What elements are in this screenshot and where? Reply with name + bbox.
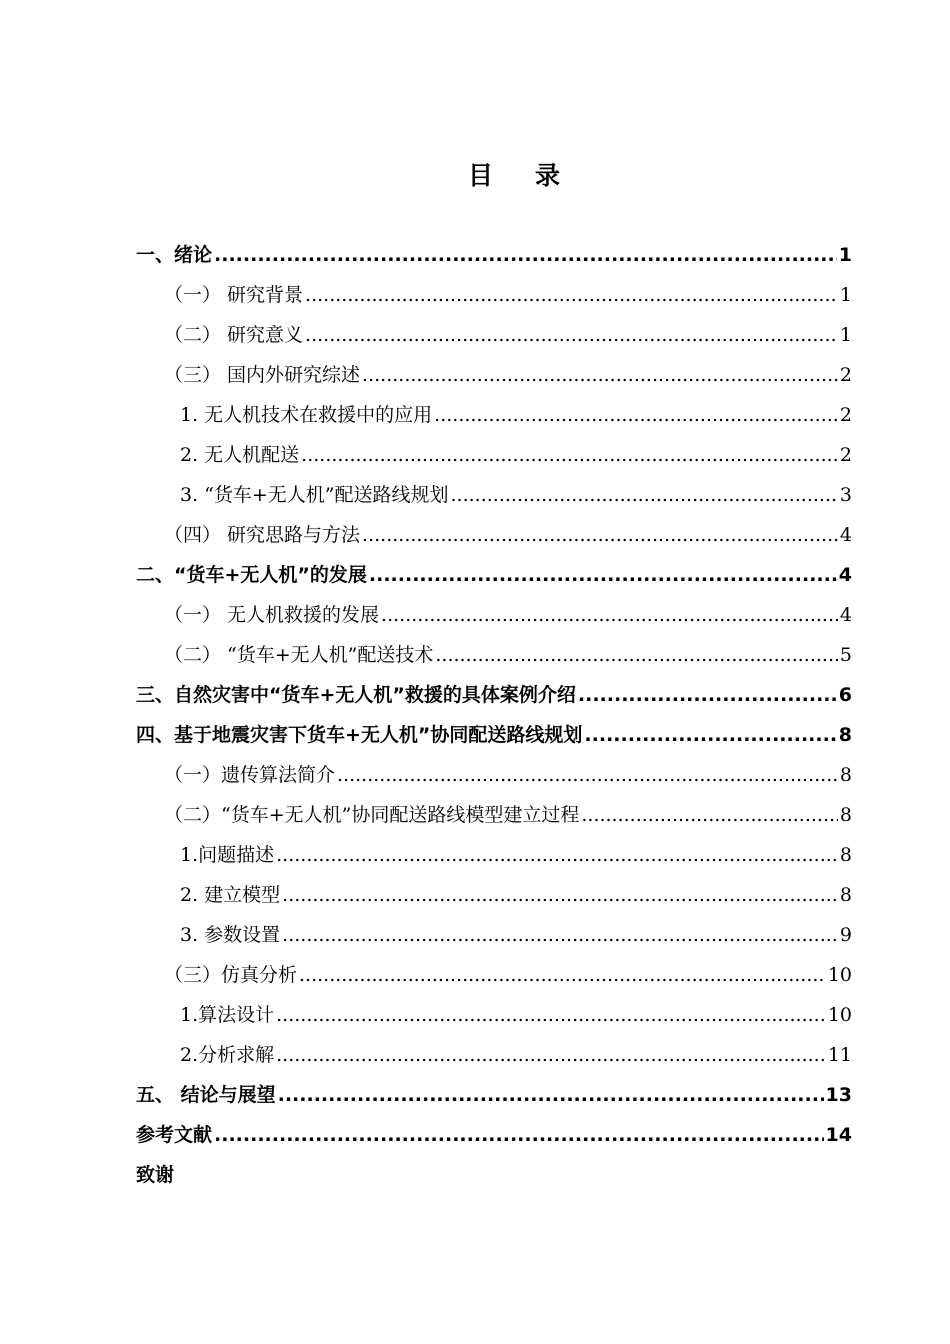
toc-entry[interactable]: [136, 756, 852, 796]
toc-entry-text: 2. 无人机配送: [180, 444, 300, 466]
toc-leader-dots: [276, 1036, 826, 1074]
toc-leader-dots: [278, 1076, 824, 1114]
toc-entry[interactable]: [136, 636, 852, 676]
toc-page-number: 10: [827, 964, 852, 986]
toc-page-number: 5: [839, 644, 852, 666]
toc-leader-dots: [214, 236, 837, 274]
toc-page-number: 9: [839, 924, 852, 946]
toc-page-number: 8: [838, 724, 852, 746]
toc-page-number: 4: [839, 524, 852, 546]
toc-entry[interactable]: [136, 1076, 852, 1116]
toc-entry[interactable]: [136, 956, 852, 996]
toc-leader-dots: [362, 516, 838, 554]
toc-leader-dots: [362, 356, 838, 394]
toc-entry[interactable]: [136, 516, 852, 556]
toc-entry-text: （二） “货车+无人机”配送技术: [164, 644, 434, 666]
toc-page-number: 1: [838, 244, 852, 266]
toc-entry-text: 1.算法设计: [180, 1004, 275, 1026]
toc-page-number: 11: [827, 1044, 852, 1066]
toc-leader-dots: [276, 836, 838, 874]
toc-entry-text: 二、“货车+无人机”的发展: [136, 564, 367, 586]
toc-leader-dots: [282, 876, 838, 914]
toc-page-number: 13: [825, 1084, 852, 1106]
toc-leader-dots: [369, 556, 837, 594]
toc-page-number: 6: [838, 684, 852, 706]
toc-entry-text: 四、基于地震灾害下货车+无人机”协同配送路线规划: [136, 724, 583, 746]
toc-entry-text: 3. “货车+无人机”配送路线规划: [180, 484, 449, 506]
toc-leader-dots: [305, 276, 838, 314]
toc-entry-text: （一） 无人机救援的发展: [164, 604, 380, 626]
toc-page-number: 1: [839, 284, 852, 306]
toc-page-number: 4: [838, 564, 852, 586]
toc-leader-dots: [337, 756, 838, 794]
toc-page-number: 8: [839, 764, 852, 786]
toc-entry[interactable]: [136, 716, 852, 756]
toc-list: [136, 236, 852, 1196]
toc-entry-text: （二）“货车+无人机”协同配送路线模型建立过程: [164, 804, 580, 826]
toc-page-number: 4: [839, 604, 852, 626]
toc-entry[interactable]: [136, 236, 852, 276]
toc-title-left: 目: [467, 161, 493, 190]
toc-leader-dots: [451, 476, 838, 514]
toc-leader-dots: [305, 316, 838, 354]
toc-entry[interactable]: [136, 876, 852, 916]
toc-entry-text: （三）仿真分析: [164, 964, 298, 986]
toc-entry[interactable]: [136, 836, 852, 876]
toc-leader-dots: [282, 916, 838, 954]
toc-leader-dots: [584, 716, 836, 754]
toc-entry-text: 三、自然灾害中“货车+无人机”救援的具体案例介绍: [136, 684, 576, 706]
toc-title: [0, 156, 950, 192]
toc-page-number: 2: [839, 444, 852, 466]
toc-leader-dots: [299, 956, 826, 994]
toc-entry-text: 1.问题描述: [180, 844, 275, 866]
toc-page-number: 10: [827, 1004, 852, 1026]
toc-entry[interactable]: [136, 596, 852, 636]
toc-entry[interactable]: [136, 1156, 852, 1196]
toc-entry[interactable]: [136, 276, 852, 316]
toc-entry-text: 1. 无人机技术在救援中的应用: [180, 404, 433, 426]
toc-leader-dots: [381, 596, 838, 634]
toc-entry-text: （一） 研究背景: [164, 284, 304, 306]
toc-entry-text: 五、 结论与展望: [136, 1084, 276, 1106]
toc-entry[interactable]: [136, 916, 852, 956]
toc-page-number: 8: [839, 844, 852, 866]
toc-entry[interactable]: [136, 996, 852, 1036]
toc-page-number: 8: [839, 884, 852, 906]
toc-page-number: 1: [839, 324, 852, 346]
toc-entry-text: （四） 研究思路与方法: [164, 524, 361, 546]
toc-entry-text: 参考文献: [136, 1124, 213, 1146]
toc-leader-dots: [276, 996, 826, 1034]
toc-entry[interactable]: [136, 396, 852, 436]
toc-page-number: 2: [839, 364, 852, 386]
toc-leader-dots: [301, 436, 838, 474]
toc-entry[interactable]: [136, 1116, 852, 1156]
toc-page-number: 3: [839, 484, 852, 506]
toc-entry[interactable]: [136, 676, 852, 716]
toc-entry[interactable]: [136, 796, 852, 836]
toc-page-number: 2: [839, 404, 852, 426]
toc-entry[interactable]: [136, 436, 852, 476]
toc-entry-text: 2.分析求解: [180, 1044, 275, 1066]
toc-entry-text: （三） 国内外研究综述: [164, 364, 361, 386]
toc-entry-text: 一、绪论: [136, 244, 213, 266]
toc-entry[interactable]: [136, 1036, 852, 1076]
toc-entry[interactable]: [136, 556, 852, 596]
toc-entry[interactable]: [136, 316, 852, 356]
toc-title-right: 录: [535, 161, 561, 190]
toc-entry[interactable]: [136, 356, 852, 396]
toc-entry-text: 2. 建立模型: [180, 884, 281, 906]
toc-entry-text: 致谢: [136, 1164, 175, 1186]
toc-entry-text: （二） 研究意义: [164, 324, 304, 346]
toc-page-number: 8: [839, 804, 852, 826]
toc-leader-dots: [581, 796, 838, 834]
toc-entry-text: （一）遗传算法简介: [164, 764, 336, 786]
toc-entry-text: 3. 参数设置: [180, 924, 281, 946]
toc-leader-dots: [578, 676, 837, 714]
toc-leader-dots: [214, 1116, 824, 1154]
toc-leader-dots: [435, 636, 838, 674]
toc-entry[interactable]: [136, 476, 852, 516]
toc-leader-dots: [434, 396, 838, 434]
toc-page-number: 14: [825, 1124, 852, 1146]
